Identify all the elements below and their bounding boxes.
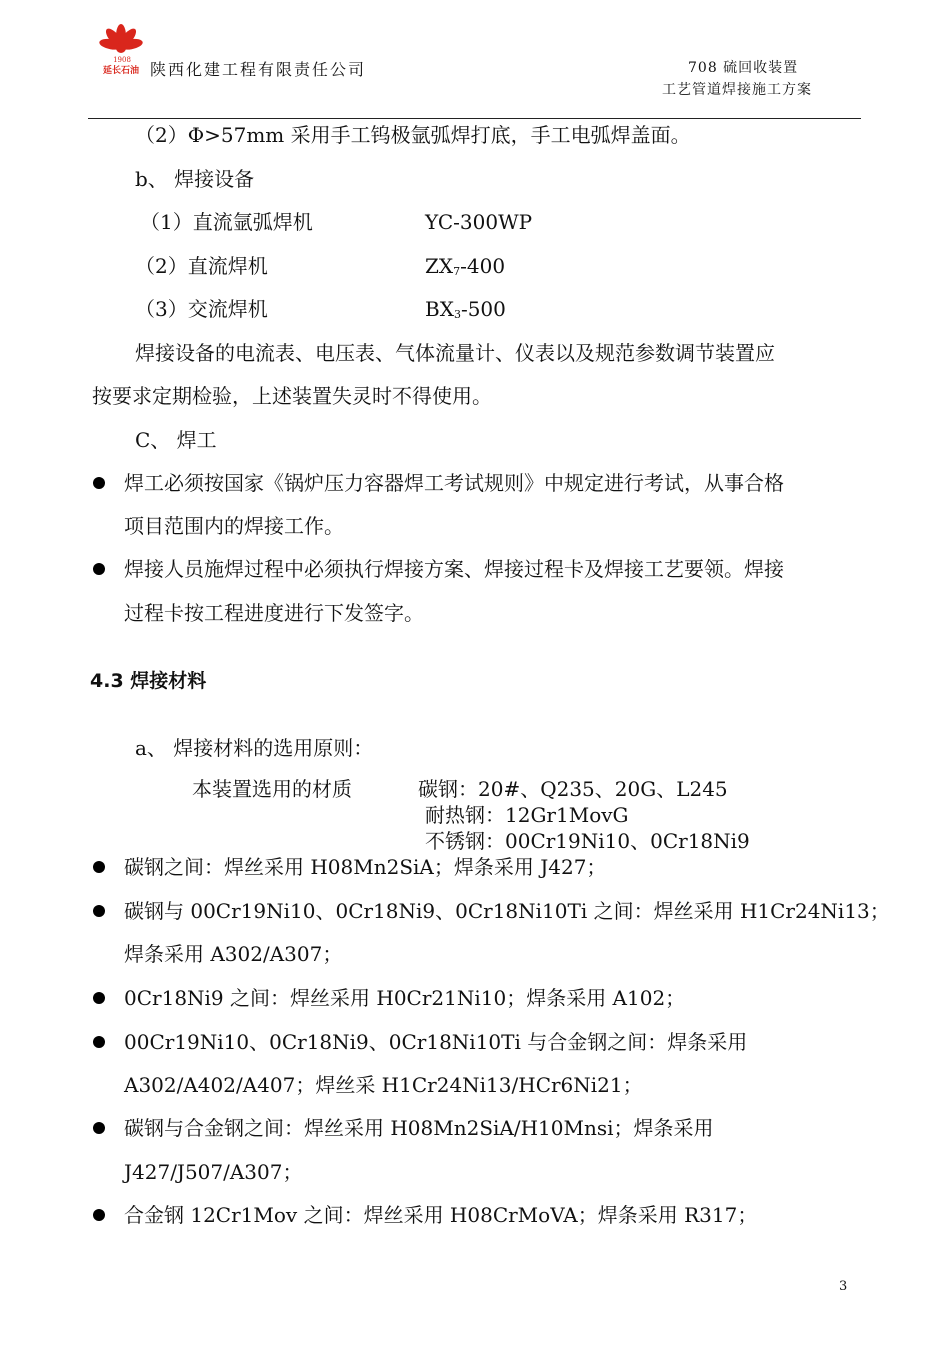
page-number: 3 xyxy=(839,1279,848,1294)
bullet-text: 碳钢与 00Cr19Ni10、0Cr18Ni9、0Cr18Ni10Ti 之间：焊丝采用 H1Cr24Ni13； xyxy=(124,899,890,923)
project-title-line1: 708 硫回收装置 xyxy=(688,60,799,76)
bullet-text: 合金钢 12Cr1Mov 之间：焊丝采用 H08CrMoVA；焊条采用 R317； xyxy=(124,1203,758,1227)
equipment-model: YC-300WP xyxy=(425,210,533,234)
bullet-text: A302/A402/A407；焊丝采 H1Cr24Ni13/HCr6Ni21； xyxy=(124,1073,643,1097)
section-heading: 4.3 焊接材料 xyxy=(90,670,207,692)
bullet-icon xyxy=(93,861,105,873)
header-rule xyxy=(88,118,861,119)
bullet-icon xyxy=(93,992,105,1004)
logo-number: 1908 xyxy=(113,56,131,64)
material-item: 不锈钢：00Cr19Ni10、0Cr18Ni9 xyxy=(425,829,750,853)
bullet-icon xyxy=(93,477,105,489)
bullet-icon xyxy=(93,1036,105,1048)
materials-label: 本装置选用的材质 xyxy=(192,777,352,801)
bullet-text: J427/J507/A307； xyxy=(124,1160,303,1184)
equipment-name: （3）交流焊机 xyxy=(135,297,268,321)
paragraph-line: 焊接设备的电流表、电压表、气体流量计、仪表以及规范参数调节装置应 xyxy=(135,341,775,365)
bullet-text: 0Cr18Ni9 之间：焊丝采用 H0Cr21Ni10；焊条采用 A102； xyxy=(124,986,686,1010)
equipment-model: $ZX_7-400$ xyxy=(425,254,506,278)
subheading-materials: a、 焊接材料的选用原则： xyxy=(135,736,374,760)
material-item: 碳钢：20#、Q235、20G、L245 xyxy=(418,777,728,801)
subheading-equipment: b、 焊接设备 xyxy=(135,167,255,191)
bullet-icon xyxy=(93,563,105,575)
logo-text: 延长石油 xyxy=(102,66,140,76)
equipment-name: （2）直流焊机 xyxy=(135,254,268,278)
bullet-icon xyxy=(93,1209,105,1221)
text-line: （2）Φ>57mm 采用手工钨极氩弧焊打底，手工电弧焊盖面。 xyxy=(135,123,691,147)
material-item: 耐热钢：12Gr1MovG xyxy=(425,803,629,827)
equipment-name: （1）直流氩弧焊机 xyxy=(140,210,313,234)
company-logo xyxy=(88,22,154,76)
bullet-text: 碳钢之间：焊丝采用 H08Mn2SiA；焊条采用 J427； xyxy=(124,855,607,879)
bullet-icon xyxy=(93,905,105,917)
project-title-line2: 工艺管道焊接施工方案 xyxy=(662,82,812,98)
bullet-text: 焊工必须按国家《锅炉压力容器焊工考试规则》中规定进行考试，从事合格 xyxy=(124,471,784,495)
bullet-text: 00Cr19Ni10、0Cr18Ni9、0Cr18Ni10Ti 与合金钢之间：焊条采用 xyxy=(124,1030,748,1054)
bullet-text: 焊条采用 A302/A307； xyxy=(124,942,343,966)
bullet-icon xyxy=(93,1122,105,1134)
bullet-text: 焊接人员施焊过程中必须执行焊接方案、焊接过程卡及焊接工艺要领。焊接 xyxy=(124,557,784,581)
bullet-text: 过程卡按工程进度进行下发签字。 xyxy=(124,601,424,625)
subheading-welder: C、 焊工 xyxy=(135,428,217,452)
company-name: 陕西化建工程有限责任公司 xyxy=(150,60,367,79)
bullet-text: 项目范围内的焊接工作。 xyxy=(124,514,344,538)
equipment-model: $BX_3-500$ xyxy=(425,297,506,321)
bullet-text: 碳钢与合金钢之间：焊丝采用 H08Mn2SiA/H10Mnsi；焊条采用 xyxy=(124,1116,714,1140)
paragraph-line: 按要求定期检验，上述装置失灵时不得使用。 xyxy=(92,384,492,408)
